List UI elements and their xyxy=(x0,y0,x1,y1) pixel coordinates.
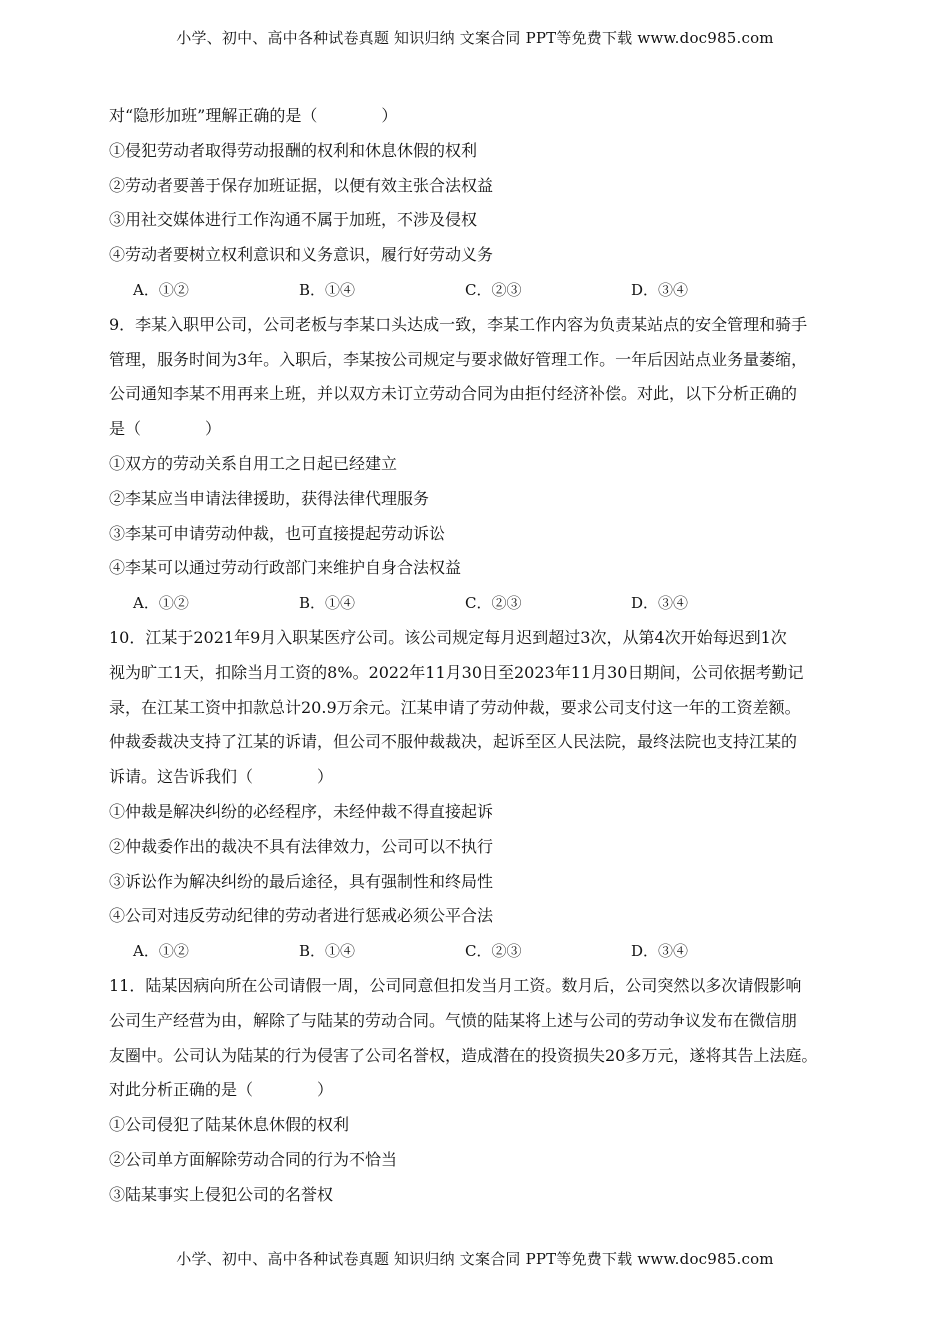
q9-options xyxy=(109,586,849,621)
q9-option-d: D．③④ xyxy=(631,594,689,613)
q8-option-b: B．①④ xyxy=(299,280,356,299)
q9-item-4: ④李某可以通过劳动行政部门来维护自身合法权益 xyxy=(109,558,462,578)
q10-option-c: C．②③ xyxy=(465,942,522,961)
q10-stem-line-1: 10．江某于2021年9月入职某医疗公司。该公司规定每月迟到超过3次，从第4次开始每迟到1次 xyxy=(109,627,787,647)
q10-stem-line-3: 录，在江某工资中扣款总计20.9万余元。江某申请了劳动仲裁，要求公司支付这一年的工资差额。 xyxy=(109,697,801,717)
page-footer: 小学、初中、高中各种试卷真题 知识归纳 文案合同 PPT等免费下载 www.doc985.com xyxy=(176,1250,774,1268)
q10-option-a: A．①② xyxy=(133,942,189,961)
q11-stem-line-1: 11．陆某因病向所在公司请假一周，公司同意但扣发当月工资。数月后，公司突然以多次请假影响 xyxy=(109,975,802,995)
q8-option-a: A．①② xyxy=(133,280,189,299)
q11-stem-line-2: 公司生产经营为由，解除了与陆某的劳动合同。气愤的陆某将上述与公司的劳动争议发布在微信朋 xyxy=(109,1010,798,1030)
q9-item-1: ①双方的劳动关系自用工之日起已经建立 xyxy=(109,453,398,473)
q11-item-2: ②公司单方面解除劳动合同的行为不恰当 xyxy=(109,1149,398,1169)
q9-stem-line-4: 是（ ） xyxy=(109,419,222,439)
q8-item-1: ①侵犯劳动者取得劳动报酬的权利和休息休假的权利 xyxy=(109,140,478,160)
q8-item-4: ④劳动者要树立权利意识和义务意识，履行好劳动义务 xyxy=(109,245,494,265)
q10-item-1: ①仲裁是解决纠纷的必经程序，未经仲裁不得直接起诉 xyxy=(109,801,494,821)
q9-option-c: C．②③ xyxy=(465,594,522,613)
q9-stem-line-3: 公司通知李某不用再来上班，并以双方未订立劳动合同为由拒付经济补偿。对此，以下分析正确的 xyxy=(109,384,798,404)
q9-option-b: B．①④ xyxy=(299,594,356,613)
q9-stem-line-1: 9．李某入职甲公司，公司老板与李某口头达成一致，李某工作内容为负责某站点的安全管理和骑手 xyxy=(109,314,808,334)
q11-stem-line-3: 友圈中。公司认为陆某的行为侵害了公司名誉权，造成潜在的投资损失20多万元，遂将其告上法庭。 xyxy=(109,1045,818,1065)
q8-options xyxy=(109,273,849,308)
q11-stem-line-4: 对此分析正确的是（ ） xyxy=(109,1080,334,1100)
q8-stem: 对“隐形加班”理解正确的是（ ） xyxy=(109,106,398,125)
q10-item-2: ②仲裁委作出的裁决不具有法律效力，公司可以不执行 xyxy=(109,836,494,856)
q10-item-4: ④公司对违反劳动纪律的劳动者进行惩戒必须公平合法 xyxy=(109,906,494,926)
q9-option-a: A．①② xyxy=(133,594,189,613)
q8-item-2: ②劳动者要善于保存加班证据，以便有效主张合法权益 xyxy=(109,175,494,195)
q10-option-b: B．①④ xyxy=(299,942,356,961)
q8-option-d: D．③④ xyxy=(631,280,689,299)
q11-item-3: ③陆某事实上侵犯公司的名誉权 xyxy=(109,1184,334,1204)
page-header: 小学、初中、高中各种试卷真题 知识归纳 文案合同 PPT等免费下载 www.doc985.com xyxy=(176,29,774,47)
document-body xyxy=(109,99,849,1213)
q10-stem-line-4: 仲裁委裁决支持了江某的诉请，但公司不服仲裁裁决，起诉至区人民法院，最终法院也支持江某的 xyxy=(109,732,798,752)
q10-options xyxy=(109,934,849,969)
q10-stem-line-5: 诉请。这告诉我们（ ） xyxy=(109,767,334,787)
q10-item-3: ③诉讼作为解决纠纷的最后途径，具有强制性和终局性 xyxy=(109,871,494,891)
q10-stem-line-2: 视为旷工1天，扣除当月工资的8%。2022年11月30日至2023年11月30日期间，公司依据考勤记 xyxy=(109,662,804,682)
q8-option-c: C．②③ xyxy=(465,280,522,299)
q8-item-3: ③用社交媒体进行工作沟通不属于加班，不涉及侵权 xyxy=(109,210,478,230)
q9-stem-line-2: 管理，服务时间为3年。入职后，李某按公司规定与要求做好管理工作。一年后因站点业务量萎缩， xyxy=(109,349,808,369)
q11-item-1: ①公司侵犯了陆某休息休假的权利 xyxy=(109,1115,350,1135)
q10-option-d: D．③④ xyxy=(631,942,689,961)
q9-item-2: ②李某应当申请法律援助，获得法律代理服务 xyxy=(109,488,430,508)
q9-item-3: ③李某可申请劳动仲裁，也可直接提起劳动诉讼 xyxy=(109,523,446,543)
